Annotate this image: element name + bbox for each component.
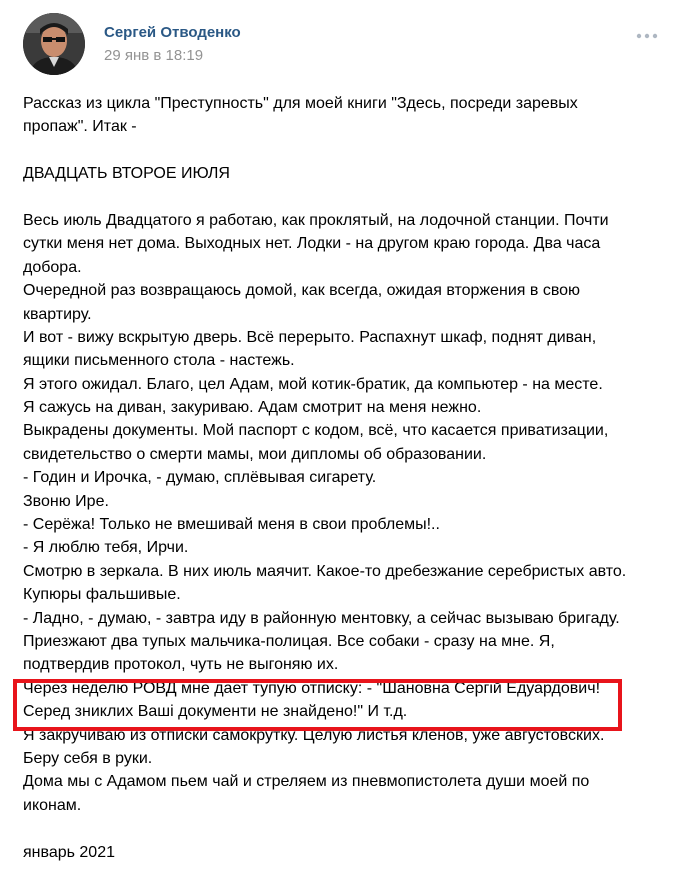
text-line: сутки меня нет дома. Выходных нет. Лодки - на другом краю города. Два часа bbox=[23, 235, 601, 253]
text-line: январь 2021 bbox=[23, 843, 115, 861]
text-line: Смотрю в зеркала. В них июль маячит. Какое-то дребезжание серебристых авто. bbox=[23, 562, 627, 580]
text-line: - Я люблю тебя, Ирчи. bbox=[23, 539, 189, 557]
text-line: - Годин и Ирочка, - думаю, сплёвывая сигарету. bbox=[23, 469, 377, 487]
text-line: Выкрадены документы. Мой паспорт с кодом, всё, что касается приватизации, bbox=[23, 422, 609, 440]
text-line: ДВАДЦАТЬ ВТОРОЕ ИЮЛЯ bbox=[23, 165, 230, 183]
text-line: Дома мы с Адамом пьем чай и стреляем из пневмопистолета души моей по bbox=[23, 773, 590, 791]
text-line: Я сажусь на диван, закуриваю. Адам смотрит на меня нежно. bbox=[23, 399, 482, 417]
blank-line bbox=[23, 817, 673, 840]
highlight-box bbox=[13, 679, 622, 731]
text-line: подтвердив протокол, чуть не выгоняю их. bbox=[23, 656, 339, 674]
text-line: ящики письменного стола - настежь. bbox=[23, 352, 295, 370]
more-options-icon[interactable] bbox=[636, 28, 658, 38]
blank-line bbox=[23, 186, 673, 209]
text-line: Купюры фальшивые. bbox=[23, 586, 181, 604]
text-line: И вот - вижу вскрытую дверь. Всё перерыто. Распахнут шкаф, поднят диван, bbox=[23, 328, 597, 346]
avatar-photo-icon bbox=[23, 13, 85, 75]
text-line: Очередной раз возвращаюсь домой, как всегда, ожидая вторжения в свою bbox=[23, 282, 581, 300]
text-line: Звоню Ире. bbox=[23, 492, 109, 510]
text-line: Серед зниклих Ваші документи не знайдено!" И т.д. bbox=[23, 703, 408, 721]
text-line: Через неделю РОВД мне дает тупую отписку: - "Шановна Сергій Едуардович! bbox=[23, 679, 601, 697]
text-line: Приезжают два тупых мальчика-полицая. Все собаки - сразу на мне. Я, bbox=[23, 632, 555, 650]
post-text bbox=[23, 92, 673, 864]
text-line: Весь июль Двадцатого я работаю, как проклятый, на лодочной станции. Почти bbox=[23, 211, 609, 229]
post-date[interactable]: 29 янв в 18:19 bbox=[104, 47, 204, 64]
text-line: свидетельство о смерти мамы, мои дипломы об образовании. bbox=[23, 445, 487, 463]
text-line: - Ладно, - думаю, - завтра иду в районную ментовку, а сейчас вызываю бригаду. bbox=[23, 609, 620, 627]
blank-line bbox=[23, 139, 673, 162]
text-line: Я закручиваю из отписки самокрутку. Целую листья кленов, уже августовских. bbox=[23, 726, 605, 744]
author-name[interactable]: Сергей Отводенко bbox=[104, 24, 241, 41]
text-line: квартиру. bbox=[23, 305, 92, 323]
text-line: Беру себя в руки. bbox=[23, 749, 153, 767]
text-line: добора. bbox=[23, 258, 82, 276]
text-line: Я этого ожидал. Благо, цел Адам, мой котик-братик, да компьютер - на месте. bbox=[23, 375, 603, 393]
text-line: пропаж". Итак - bbox=[23, 118, 137, 136]
author-avatar[interactable] bbox=[23, 13, 85, 75]
text-line: иконам. bbox=[23, 796, 82, 814]
text-line: Рассказ из цикла "Преступность" для моей книги "Здесь, посреди заревых bbox=[23, 95, 578, 112]
text-line: - Серёжа! Только не вмешивай меня в свои проблемы!.. bbox=[23, 516, 440, 534]
